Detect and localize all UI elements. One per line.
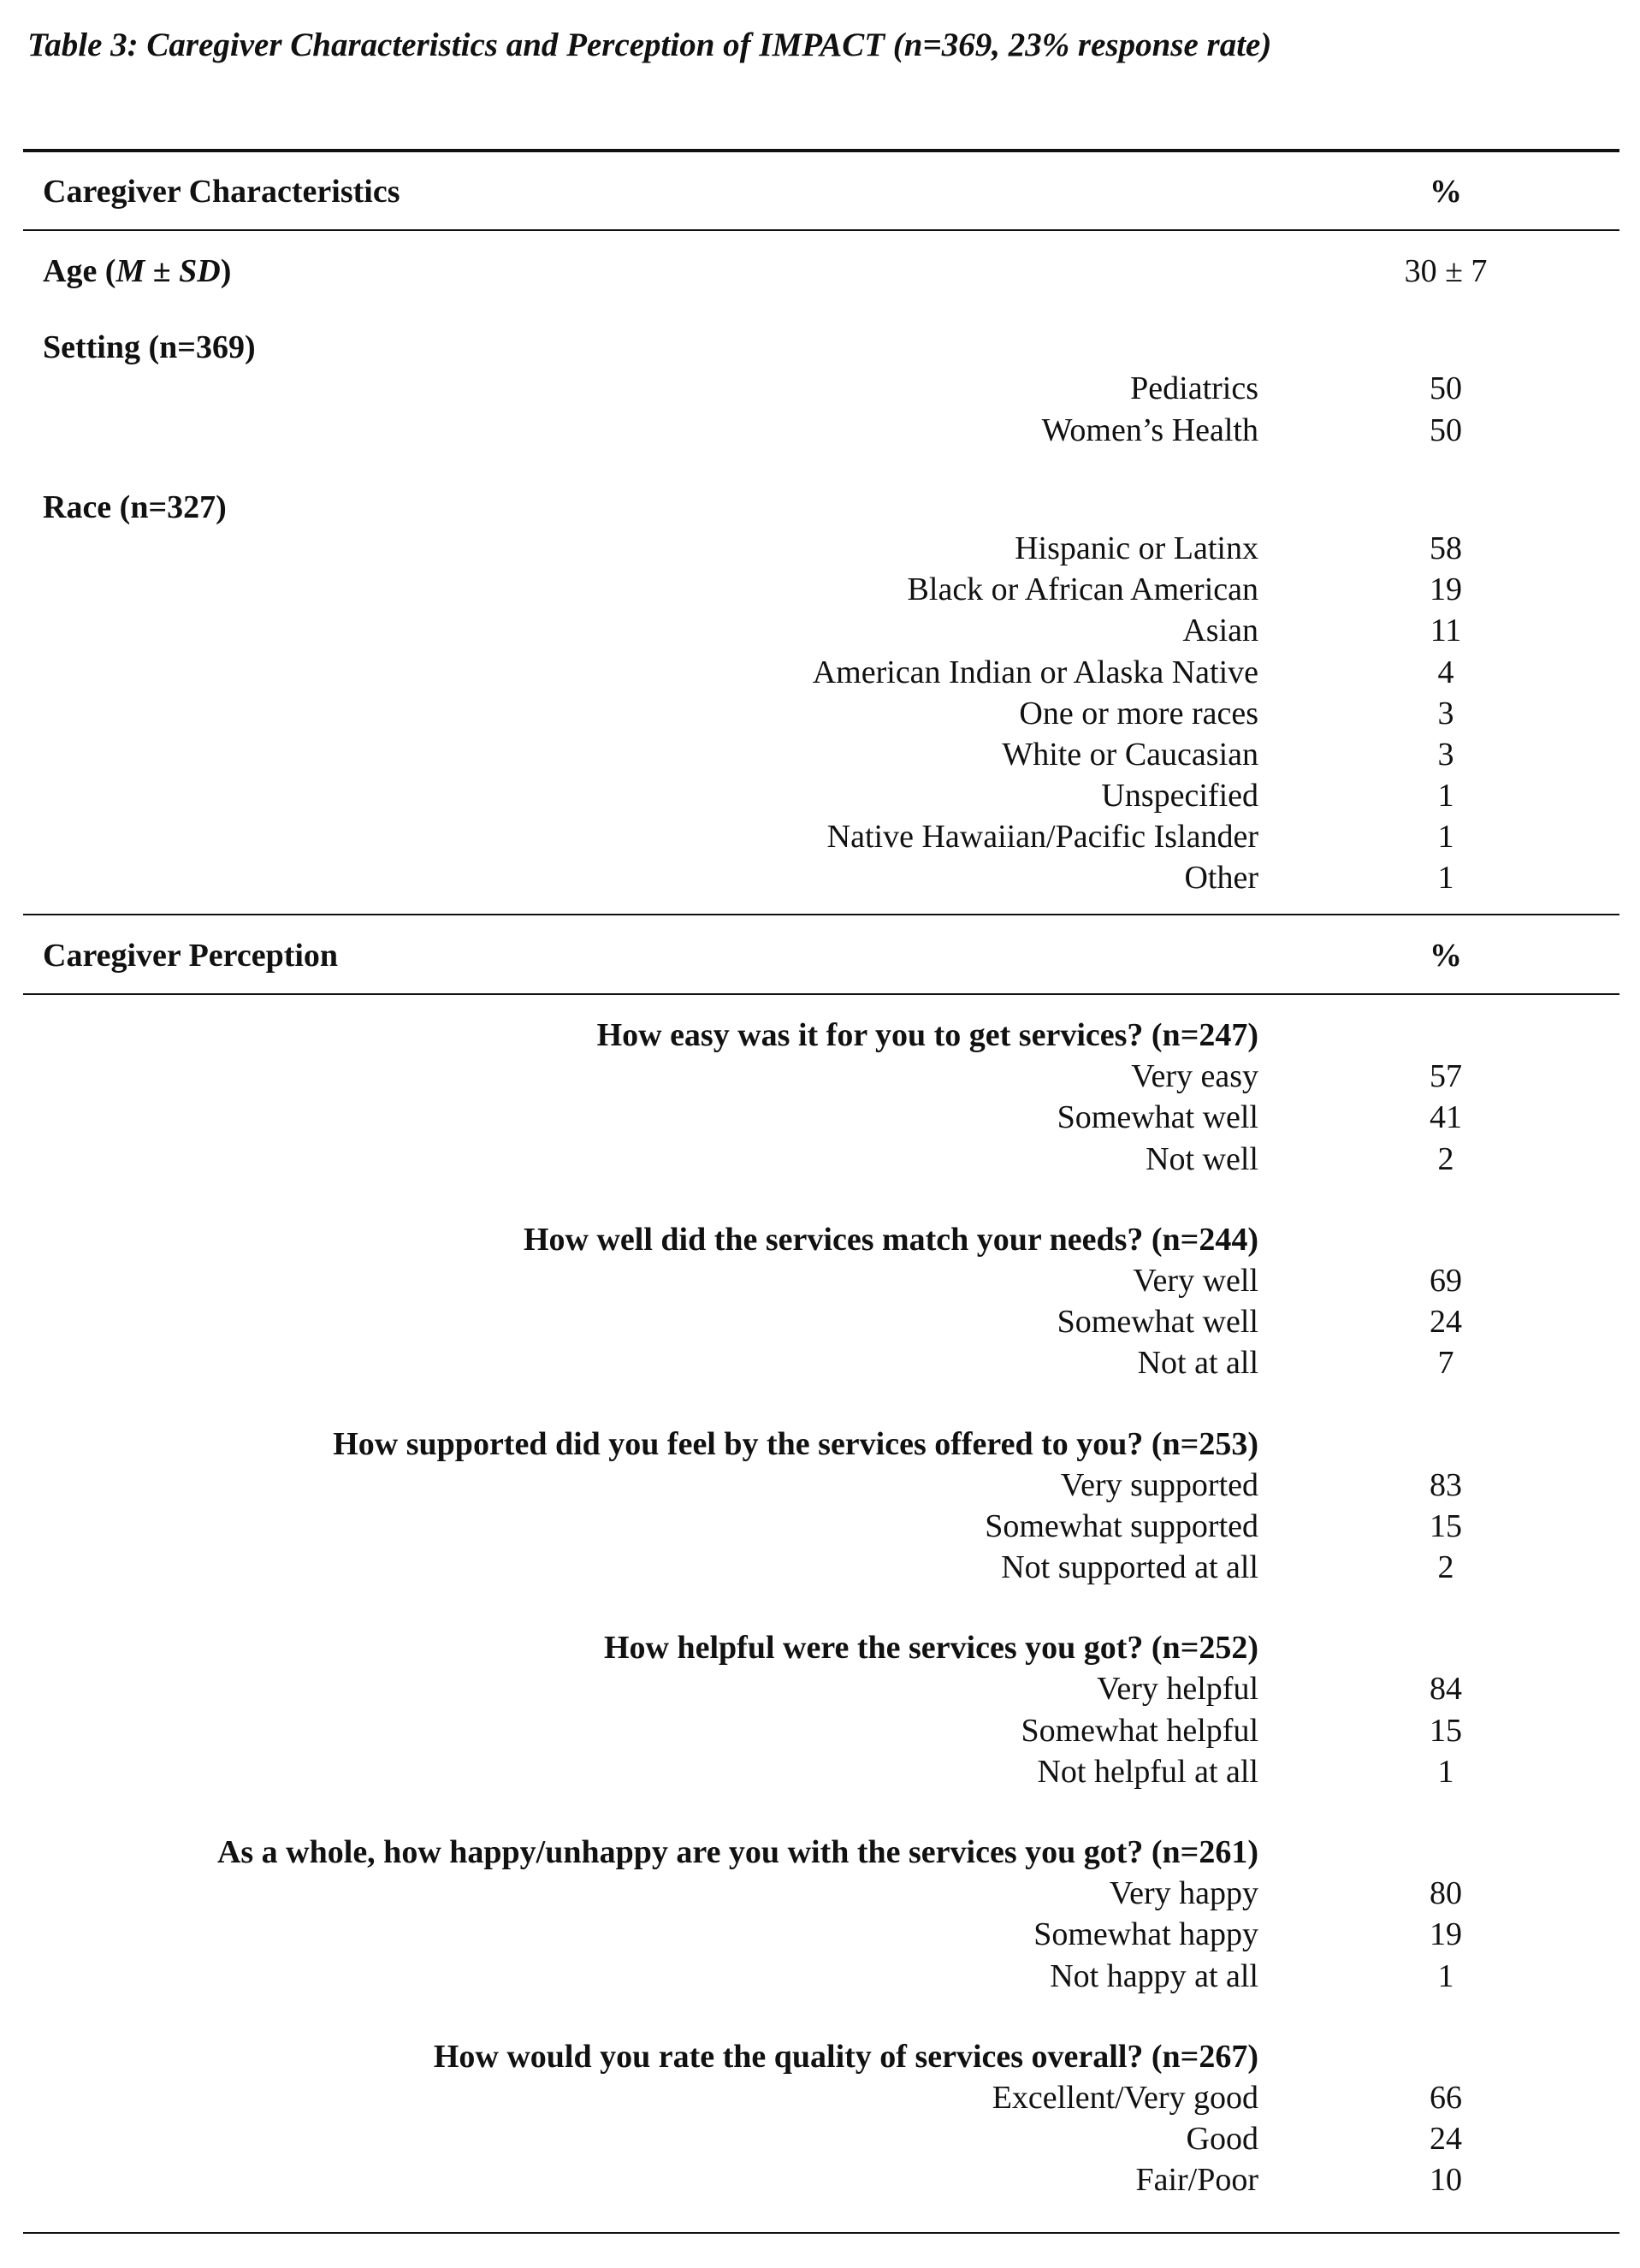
- answer-value: 24: [1430, 1304, 1462, 1341]
- race-item-value: 11: [1430, 613, 1462, 649]
- race-heading-row: [0, 487, 1640, 528]
- answer-label: Excellent/Very good: [992, 2079, 1258, 2116]
- question-label: How would you rate the quality of services overall? (n=267): [433, 2038, 1258, 2075]
- perception-header-label: Caregiver Perception: [43, 938, 339, 974]
- table-caption: Table 3: Caregiver Characteristics and Perception of IMPACT (n=369, 23% response rate): [27, 27, 1272, 63]
- race-item-value: 3: [1437, 695, 1454, 731]
- race-items: [0, 528, 1640, 899]
- answer-row: [0, 1260, 1640, 1301]
- answer-label: Very supported: [1060, 1466, 1258, 1503]
- race-item-label: Other: [1184, 860, 1258, 897]
- answer-value: 66: [1430, 2079, 1462, 2116]
- answer-label: Very helpful: [1097, 1671, 1258, 1708]
- answer-label: Not well: [1146, 1140, 1258, 1177]
- answer-value: 24: [1430, 2121, 1462, 2158]
- question-group: [0, 1627, 1640, 1792]
- question-row: [0, 1219, 1640, 1260]
- answer-value: 1: [1437, 1957, 1454, 1994]
- answer-label: Fair/Poor: [1135, 2162, 1258, 2199]
- answer-row: [0, 1751, 1640, 1792]
- perception-header-pct: %: [1430, 938, 1462, 974]
- answer-row: [0, 1873, 1640, 1914]
- setting-item-row: [0, 410, 1640, 451]
- answer-label: Very happy: [1109, 1875, 1258, 1912]
- answer-value: 84: [1430, 1671, 1462, 1708]
- answer-value: 41: [1430, 1099, 1462, 1136]
- race-item-value: 19: [1430, 571, 1462, 608]
- answer-value: 69: [1430, 1262, 1462, 1299]
- answer-value: 10: [1430, 2162, 1462, 2199]
- race-item-row: [0, 569, 1640, 610]
- age-label: Age (M ± SD): [43, 253, 232, 289]
- setting-item-value: 50: [1430, 412, 1462, 448]
- answer-row: [0, 2159, 1640, 2200]
- perception-header-rule: [23, 993, 1619, 995]
- question-label: As a whole, how happy/unhappy are you with the services you got? (n=261): [216, 1834, 1258, 1870]
- question-row: [0, 1627, 1640, 1668]
- answer-row: [0, 1139, 1640, 1180]
- question-row: [0, 1424, 1640, 1465]
- answer-row: [0, 1506, 1640, 1547]
- perception-header: [0, 915, 1640, 996]
- answer-row: [0, 2118, 1640, 2159]
- question-group: [0, 1015, 1640, 1180]
- race-item-row: [0, 816, 1640, 857]
- header-rule: [23, 229, 1619, 231]
- question-label: How helpful were the services you got? (n=252): [603, 1630, 1258, 1667]
- answer-row: [0, 1668, 1640, 1709]
- setting-label: Setting (n=369): [43, 329, 256, 366]
- race-item-row: [0, 734, 1640, 775]
- characteristics-header-label: Caregiver Characteristics: [43, 174, 400, 210]
- race-item-value: 1: [1437, 819, 1454, 856]
- race-item-label: Unspecified: [1101, 778, 1258, 814]
- race-label: Race (n=327): [43, 489, 227, 525]
- characteristics-header-pct: %: [1430, 174, 1462, 210]
- race-item-label: Black or African American: [907, 571, 1258, 608]
- answer-value: 57: [1430, 1058, 1462, 1095]
- answer-label: Somewhat supported: [985, 1507, 1258, 1544]
- race-item-value: 58: [1430, 530, 1462, 566]
- race-item-row: [0, 857, 1640, 898]
- race-item-row: [0, 775, 1640, 816]
- answer-label: Somewhat well: [1057, 1304, 1258, 1341]
- race-item-label: Native Hawaiian/Pacific Islander: [826, 819, 1258, 856]
- question-group: [0, 2036, 1640, 2201]
- setting-items: [0, 368, 1640, 450]
- answer-label: Somewhat happy: [1033, 1916, 1258, 1953]
- answer-label: Very easy: [1131, 1058, 1258, 1095]
- perception-section: [0, 1015, 1640, 2201]
- characteristics-header: [0, 151, 1640, 232]
- race-item-value: 1: [1437, 778, 1454, 814]
- answer-value: 19: [1430, 1916, 1462, 1953]
- answer-value: 2: [1437, 1549, 1454, 1586]
- answer-label: Not happy at all: [1050, 1957, 1258, 1994]
- race-item-label: One or more races: [1019, 695, 1258, 731]
- answer-value: 83: [1430, 1466, 1462, 1503]
- question-row: [0, 1832, 1640, 1873]
- answer-value: 1: [1437, 1753, 1454, 1790]
- question-row: [0, 1015, 1640, 1056]
- race-item-row: [0, 693, 1640, 734]
- answer-label: Very well: [1133, 1262, 1258, 1299]
- answer-label: Not supported at all: [1001, 1549, 1258, 1586]
- setting-item-label: Pediatrics: [1130, 370, 1258, 407]
- setting-item-row: [0, 368, 1640, 409]
- answer-row: [0, 1097, 1640, 1138]
- race-item-label: Asian: [1182, 613, 1258, 649]
- race-item-row: [0, 610, 1640, 651]
- answer-row: [0, 1547, 1640, 1588]
- question-label: How supported did you feel by the services offered to you? (n=253): [333, 1425, 1258, 1462]
- race-item-row: [0, 652, 1640, 693]
- age-row: [0, 251, 1640, 292]
- question-group: [0, 1219, 1640, 1384]
- race-item-label: Hispanic or Latinx: [1015, 530, 1258, 566]
- question-label: How easy was it for you to get services? (n=247): [596, 1017, 1258, 1053]
- question-label: How well did the services match your needs? (n=244): [523, 1221, 1258, 1258]
- answer-row: [0, 1342, 1640, 1383]
- answer-row: [0, 1914, 1640, 1955]
- race-item-row: [0, 528, 1640, 569]
- age-value: 30 ± 7: [1404, 253, 1488, 289]
- race-item-value: 4: [1437, 654, 1454, 690]
- answer-row: [0, 1956, 1640, 1997]
- answer-label: Somewhat well: [1057, 1099, 1258, 1136]
- answer-row: [0, 1465, 1640, 1506]
- answer-value: 2: [1437, 1140, 1454, 1177]
- question-group: [0, 1424, 1640, 1589]
- bottom-rule: [23, 2232, 1619, 2234]
- answer-label: Somewhat helpful: [1021, 1712, 1258, 1749]
- answer-value: 7: [1437, 1345, 1454, 1382]
- answer-row: [0, 1056, 1640, 1097]
- setting-heading-row: [0, 327, 1640, 368]
- answer-value: 15: [1430, 1712, 1462, 1749]
- setting-item-value: 50: [1430, 370, 1462, 407]
- setting-item-label: Women’s Health: [1041, 412, 1258, 448]
- race-item-label: American Indian or Alaska Native: [812, 654, 1258, 690]
- answer-row: [0, 1301, 1640, 1342]
- question-row: [0, 2036, 1640, 2077]
- race-item-label: White or Caucasian: [1002, 736, 1258, 773]
- race-item-value: 1: [1437, 860, 1454, 897]
- answer-row: [0, 2077, 1640, 2118]
- answer-value: 15: [1430, 1507, 1462, 1544]
- answer-label: Not helpful at all: [1037, 1753, 1258, 1790]
- characteristics-section: [0, 251, 1640, 899]
- answer-value: 80: [1430, 1875, 1462, 1912]
- race-item-value: 3: [1437, 736, 1454, 773]
- answer-row: [0, 1710, 1640, 1751]
- answer-label: Good: [1186, 2121, 1258, 2158]
- question-group: [0, 1832, 1640, 1997]
- answer-label: Not at all: [1137, 1345, 1258, 1382]
